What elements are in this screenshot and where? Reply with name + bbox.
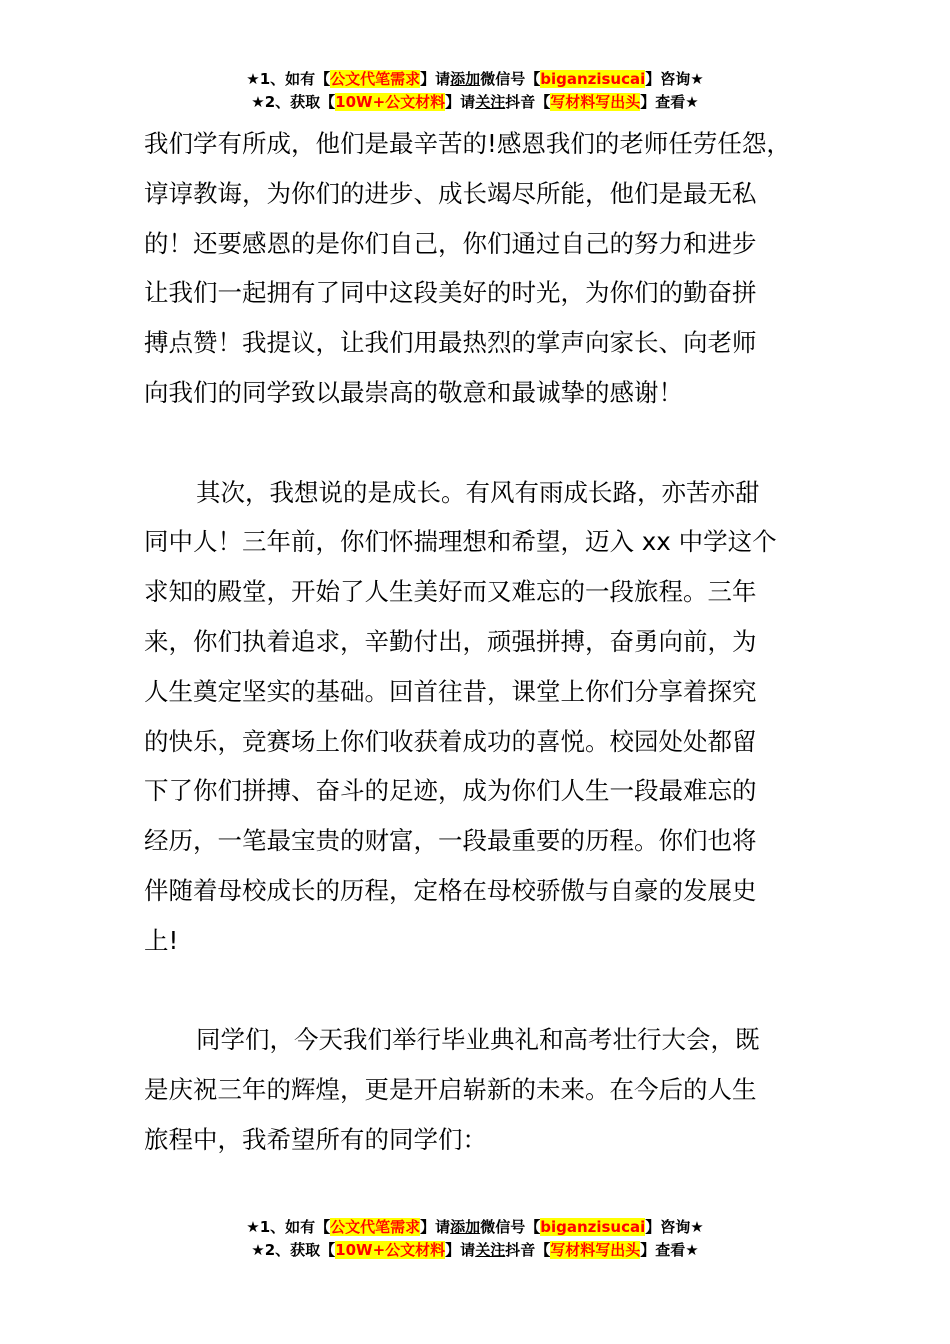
text-line: 下了你们拼搏、奋斗的足迹，成为你们人生一段最难忘的 [144,776,757,806]
text-line: 伴随着母校成长的历程，定格在母校骄傲与自豪的发展史 [144,875,757,905]
highlight-materials: 10W+公文材料 [335,93,446,111]
header-banner-line-1: ★1、如有【公文代笔需求】请添加微信号【biganzisucai】咨询★ [246,70,704,88]
text-line: 人生奠定坚实的基础。回首往昔，课堂上你们分享着探究 [144,676,757,706]
star-icon: ★ [246,1218,260,1236]
text-line: 的！还要感恩的是你们自己，你们通过自己的努力和进步 [144,228,757,258]
star-icon: ★ [246,70,260,88]
star-icon: ★ [251,1241,265,1259]
paragraph-gratitude [144,119,844,418]
text-line: 求知的殿堂，开始了人生美好而又难忘的一段旅程。三年 [144,577,757,607]
highlight-writing-service: 公文代笔需求 [330,70,421,88]
footer-banner [0,1216,950,1262]
text-line: 经历，一笔最宝贵的财富，一段最重要的历程。你们也将 [144,826,757,856]
highlight-wechat-id: biganzisucai [540,70,646,88]
text-line: 同中人！三年前，你们怀揣理想和希望，迈入 xx 中学这个 [144,527,777,557]
paragraph-spacer [144,966,844,1016]
star-icon: ★ [685,93,699,111]
text-line: 旅程中，我希望所有的同学们： [144,1124,487,1154]
highlight-wechat-id: biganzisucai [540,1218,646,1236]
text-line: 谆谆教诲，为你们的进步、成长竭尽所能，他们是最无私 [144,178,757,208]
paragraph-growth [144,468,844,966]
footer-banner-line-1: ★1、如有【公文代笔需求】请添加微信号【biganzisucai】咨询★ [246,1218,704,1236]
text-line: 其次，我想说的是成长。有风有雨成长路，亦苦亦甜 [196,477,760,507]
text-line: 同学们，今天我们举行毕业典礼和高考壮行大会，既 [196,1025,760,1055]
highlight-materials: 10W+公文材料 [335,1241,446,1259]
highlight-douyin-account: 写材料写出头 [550,93,641,111]
star-icon: ★ [690,70,704,88]
paragraph-spacer [144,418,844,468]
header-banner [0,68,950,114]
highlight-writing-service: 公文代笔需求 [330,1218,421,1236]
text-line: 是庆祝三年的辉煌，更是开启崭新的未来。在今后的人生 [144,1075,757,1105]
star-icon: ★ [685,1241,699,1259]
text-line: 的快乐，竞赛场上你们收获着成功的喜悦。校园处处都留 [144,726,757,756]
text-line: 我们学有所成，他们是最辛苦的!感恩我们的老师任劳任怨， [144,129,791,158]
highlight-douyin-account: 写材料写出头 [550,1241,641,1259]
footer-banner-line-2: ★2、获取【10W+公文材料】请关注抖音【写材料写出头】查看★ [251,1241,699,1259]
text-line: 来，你们执着追求，辛勤付出，顽强拼搏，奋勇向前，为 [144,626,757,656]
star-icon: ★ [690,1218,704,1236]
text-line: 向我们的同学致以最崇高的敬意和最诚挚的感谢！ [144,377,683,407]
document-body [144,119,844,1165]
text-line: 上! [144,925,179,955]
text-line: 搏点赞！我提议，让我们用最热烈的掌声向家长、向老师 [144,328,757,358]
header-banner-line-2: ★2、获取【10W+公文材料】请关注抖音【写材料写出头】查看★ [251,93,699,111]
text-line: 让我们一起拥有了同中这段美好的时光，为你们的勤奋拼 [144,278,757,308]
star-icon: ★ [251,93,265,111]
paragraph-wishes [144,1015,844,1164]
